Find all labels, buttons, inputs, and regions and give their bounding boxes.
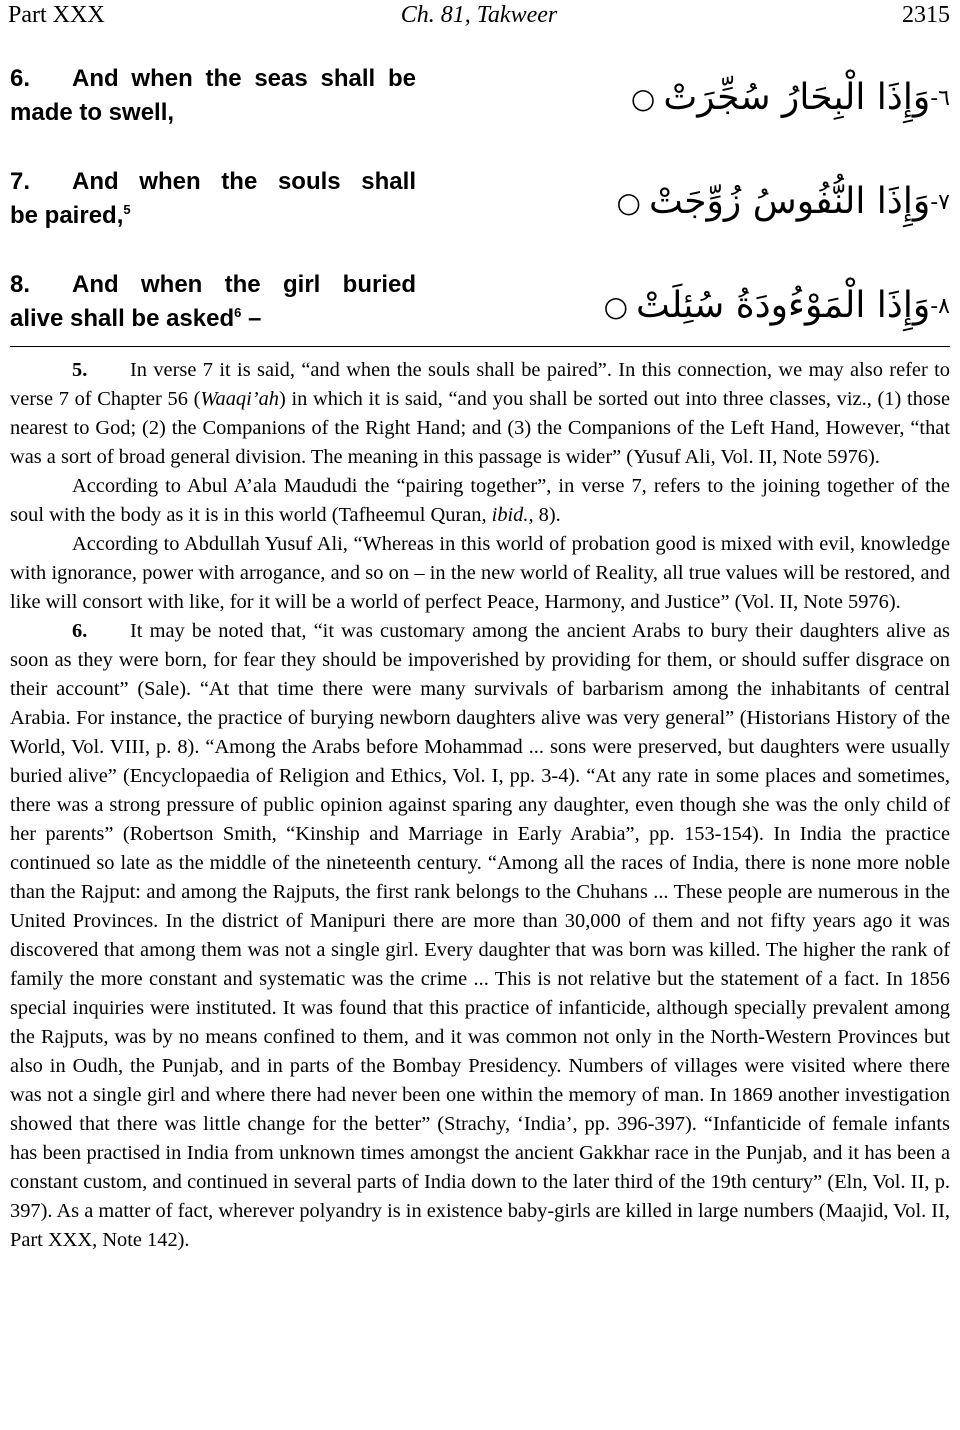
arabic-text: وَإِذَا النُّفُوسُ زُوِّجَتْ	[648, 181, 931, 222]
arabic-text: وَإِذَا الْبِحَارُ سُجِّرَتْ	[663, 77, 931, 118]
note-text-cont: ) in which it is said, “and you shall be sorted out into three classes, viz., (1) those nearest to God; (2) the Companions of the Right Hand; and (3) the Companions of the Left Hand, However, “that was a sort of broad general division. The meaning in this passage is wider” (Yusuf Ali, Vol. II, Note 5976).	[10, 388, 951, 468]
note-italic: Waaqi’ah	[200, 388, 279, 410]
verse-text-cont: made to swell,	[10, 99, 175, 126]
verse-text-cont: alive shall be asked	[10, 305, 235, 332]
part-label: Part XXX	[8, 2, 105, 28]
verse-text-cont: be paired,	[10, 202, 124, 229]
verse-end-marker: ○	[616, 186, 641, 219]
page-header	[8, 2, 950, 32]
footnote-divider	[10, 346, 950, 347]
verse-text: And when the seas shall be	[72, 65, 416, 92]
note-5-paragraph-2	[10, 472, 950, 530]
verse-7-translation	[10, 165, 416, 233]
page-number: 2315	[902, 2, 950, 28]
verse-8-arabic	[603, 276, 950, 336]
verse-number: 6.	[10, 65, 31, 92]
note-text: It may be noted that, “it was customary among the ancient Arabs to bury their daughters alive as soon as they were born, for fear they should be impoverished by providing for them, or should suffer disgrace on their account” (Sale). “At that time there were many survivals of barbarism among the inhabitants of central Arabia. For instance, the practice of burying newborn daughters alive was very general” (Historians History of the World, Vol. VIII, p. 8). “Among the Arabs before Mohammad ... sons were preserved, but daughters were usually buried alive” (Encyclopaedia of Religion and Ethics, Vol. I, pp. 3-4). “At any rate in some places and sometimes, there was a strong pressure of public opinion against sparing any daughter, even though she was the only child of her parents” (Robertson Smith, “Kinship and Marriage in Early Arabia”, pp. 153-154). In India the practice continued so late as the middle of the nineteenth century. “Among all the races of India, there is none more noble than the Rajput: and among the Rajputs, the first rank belongs to the Chuhans ... These people are numerous in the United Provinces. In the district of Manipuri there are more than 30,000 of them and not fifty years ago it was discovered that among them was not a single girl. Every daughter that was born was killed. The higher the rank of family the more constant and systematic was the crime ... This is not relative but the statement of a fact. In 1856 special inquiries were instituted. It was found that this practice of infanticide, although specially prevalent among the Rajputs, was by no means confined to them, and it was common not only in the North-Western Provinces but also in Oudh, the Punjab, and in parts of the Bombay Presidency. Numbers of villages were visited where there was not a single girl and where there had never been one within the memory of man. In 1869 another investigation showed that there was little change for the better” (Strachy, ‘India’, pp. 396-397). “Infanticide of female infants has been practised in India from unknown times amongst the ancient Gakkhar race in the Punjab, and it has been a constant custom, and continued in several parts of India down to the later third of the 19th century” (Eln, Vol. II, p. 397). As a matter of fact, wherever polyandry is in existence baby-girls are killed in large numbers (Maajid, Vol. II, Part XXX, Note 142).	[10, 620, 950, 1251]
chapter-title: Ch. 81, Takweer	[400, 2, 558, 28]
note-number: 6.	[72, 620, 88, 642]
note-text: According to Abul A’ala Maududi the “pairing together”, in verse 7, refers to the joining together of the soul with the body as it is in this world (Tafheemul Quran,	[10, 475, 950, 526]
arabic-verse-number: ٨-	[930, 294, 950, 319]
verse-end-marker: ○	[630, 82, 656, 115]
verse-text: And when the souls shall	[72, 168, 416, 195]
verse-6-translation	[10, 62, 416, 130]
verse-6-arabic	[630, 68, 950, 128]
footnotes	[10, 356, 950, 1255]
note-6	[10, 617, 950, 1255]
arabic-verse-number: ٧-	[930, 190, 950, 215]
verse-number: 8.	[10, 271, 31, 298]
footnote-ref-5: 5	[123, 202, 131, 217]
arabic-text: وَإِذَا الْمَوْءُودَةُ سُئِلَتْ	[636, 285, 931, 326]
footnote-ref-6: 6	[234, 305, 242, 320]
arabic-verse-number: ٦-	[930, 86, 950, 111]
note-italic: ibid.,	[491, 504, 534, 526]
verse-number: 7.	[10, 168, 31, 195]
note-5	[10, 356, 950, 472]
note-number: 5.	[72, 359, 88, 381]
note-5-paragraph-3: According to Abdullah Yusuf Ali, “Whereas in this world of probation good is mixed with evil, knowledge with ignorance, power with arrogance, and so on – in the new world of Reality, all true values will be restored, and like will consort with like, for it will be a world of perfect Peace, Harmony, and Justice” (Vol. II, Note 5976).	[10, 533, 950, 613]
verse-7-arabic	[616, 172, 950, 232]
verse-dash: –	[241, 305, 262, 332]
verse-text: And when the girl buried	[72, 271, 416, 298]
note-text: In verse 7 it is said, “and when the souls shall be paired”. In this connection, we may also refer to verse 7 of Chapter 56 (	[10, 359, 950, 410]
note-text-cont: 8).	[533, 504, 561, 526]
verse-end-marker: ○	[603, 290, 629, 323]
verse-8-translation	[10, 268, 416, 336]
